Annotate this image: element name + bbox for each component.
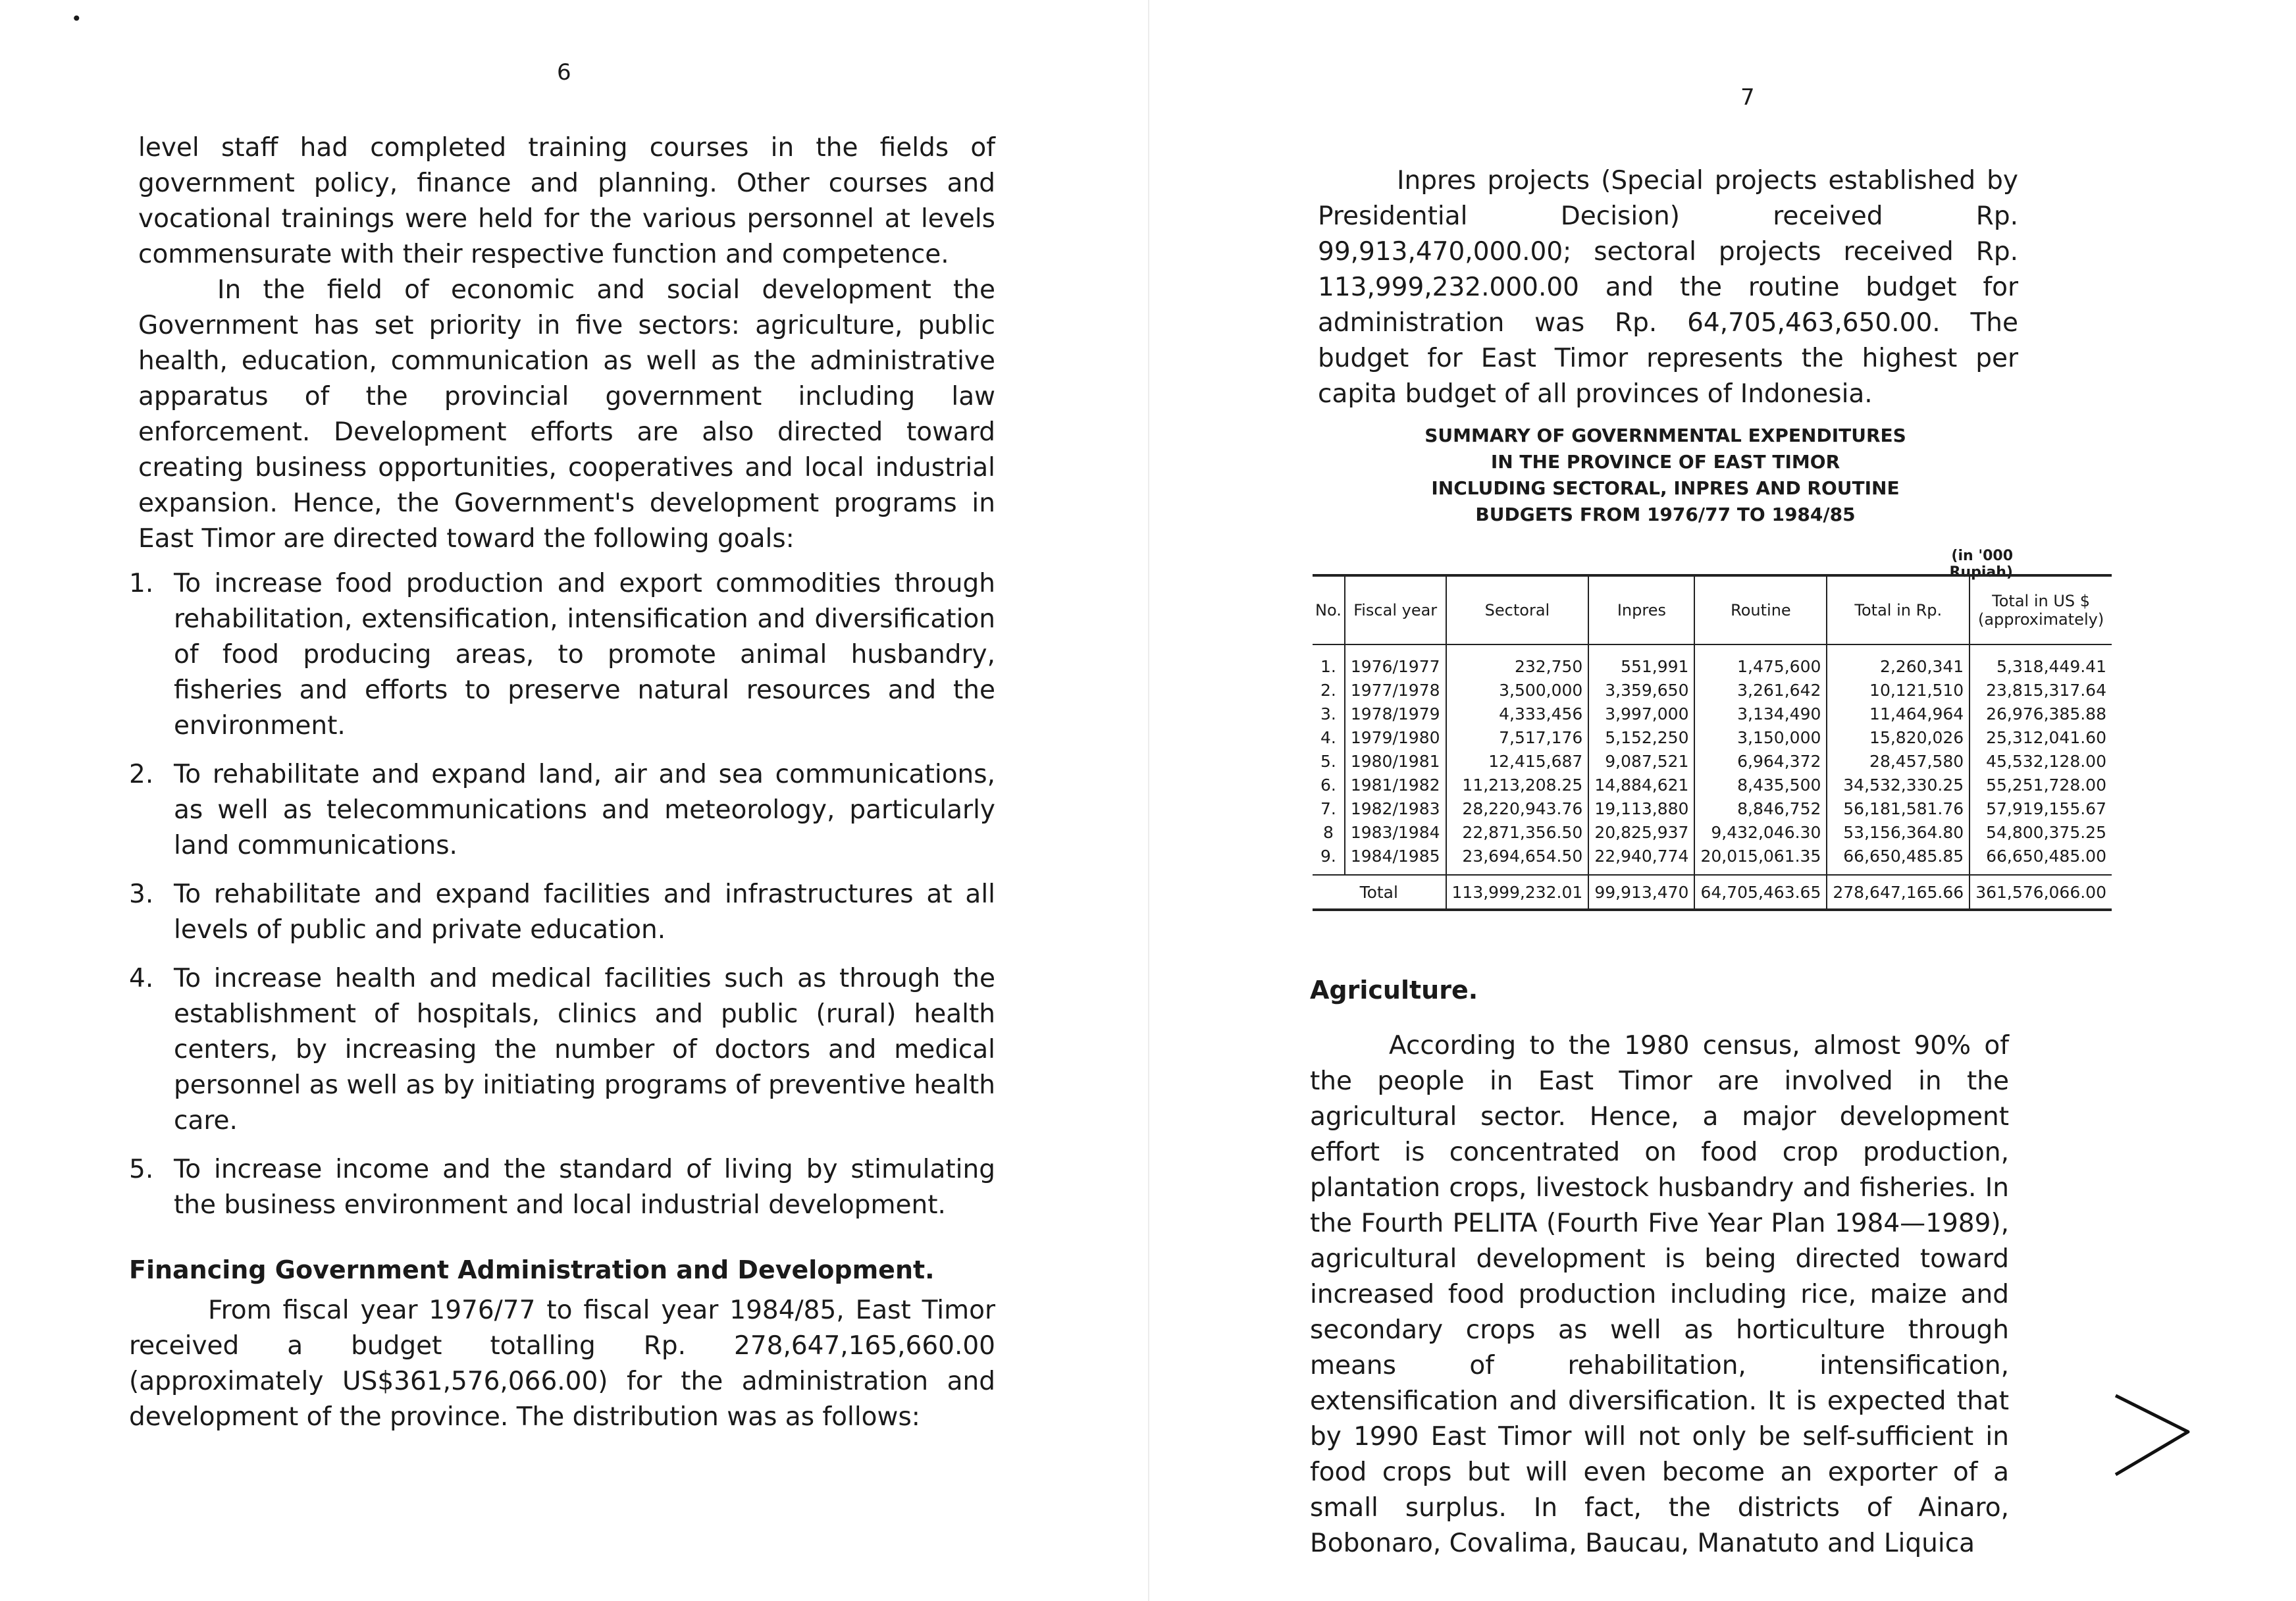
table-title-line: BUDGETS FROM 1976/77 TO 1984/85	[1475, 504, 1856, 525]
goal-item: 4. To increase health and medical facilities such as through the establishment of hospitals, clinics and public (rural) health centers, by increasing the number of doctors and medical personnel as well as by initiating programs of preventive health care.	[129, 964, 995, 1136]
column-header: Routine	[1694, 575, 1827, 644]
total-routine: 64,705,463.65	[1694, 875, 1827, 910]
table-cell: 34,532,330.25	[1827, 773, 1970, 797]
table-title-line: SUMMARY OF GOVERNMENTAL EXPENDITURES	[1424, 425, 1906, 446]
table-row	[1313, 773, 2112, 797]
table-cell: 53,156,364.80	[1827, 820, 1970, 844]
table-cell: 11,213,208.25	[1446, 773, 1589, 797]
table-cell: 54,800,375.25	[1970, 820, 2112, 844]
table-cell: 1983/1984	[1345, 820, 1446, 844]
table-unit-note: (in '000 Rupiah)	[1949, 548, 2013, 581]
table-row	[1313, 749, 2112, 773]
table-cell: 15,820,026	[1827, 725, 1970, 749]
goals-list	[129, 566, 995, 1223]
table-cell: 12,415,687	[1446, 749, 1589, 773]
table-cell: 3.	[1313, 702, 1345, 725]
paragraph-training: level staff had completed training courses in the fields of government policy, finance and planning. Other courses and vocational trainings were held for the various personnel at levels commensurate with their respective function and competence.	[138, 133, 995, 269]
table-cell: 25,312,041.60	[1970, 725, 2112, 749]
table-row	[1313, 820, 2112, 844]
table-total-row	[1313, 875, 2112, 910]
financing-heading: Financing Government Administration and Development.	[129, 1255, 935, 1284]
table-cell: 3,359,650	[1588, 678, 1694, 702]
table-cell: 3,150,000	[1694, 725, 1827, 749]
table-cell: 20,825,937	[1588, 820, 1694, 844]
continue-arrow-stroke	[2116, 1396, 2188, 1475]
table-cell: 9,432,046.30	[1694, 820, 1827, 844]
table-cell: 1,475,600	[1694, 644, 1827, 678]
right-page	[1148, 0, 2296, 1601]
table-cell: 1979/1980	[1345, 725, 1446, 749]
table-row	[1313, 844, 2112, 875]
goal-item: 3. To rehabilitate and expand facilities and infrastructures at all levels of public and private education.	[129, 879, 995, 945]
table-row	[1313, 644, 2112, 678]
table-cell: 20,015,061.35	[1694, 844, 1827, 875]
table-cell: 3,134,490	[1694, 702, 1827, 725]
financing-paragraph: From fiscal year 1976/77 to fiscal year 1984/85, East Timor received a budget totalling Rp. 278,647,165,660.00 (approximately US$361,576,066.00) for the administration and development of the province. The distribution was as follows:	[129, 1296, 995, 1432]
total-inpres: 99,913,470	[1588, 875, 1694, 910]
table-cell: 2.	[1313, 678, 1345, 702]
table-row	[1313, 678, 2112, 702]
table-cell: 23,694,654.50	[1446, 844, 1589, 875]
table-header-row	[1313, 575, 2112, 644]
page-number-right: 7	[1740, 84, 1755, 111]
table-row	[1313, 702, 2112, 725]
goal-item: 5. To increase income and the standard of living by stimulating the business environment and local industrial development.	[129, 1155, 995, 1220]
table-cell: 232,750	[1446, 644, 1589, 678]
table-cell: 1980/1981	[1345, 749, 1446, 773]
table-cell: 1976/1977	[1345, 644, 1446, 678]
table-body	[1313, 644, 2112, 875]
table-cell: 1984/1985	[1345, 844, 1446, 875]
table-cell: 9.	[1313, 844, 1345, 875]
table-cell: 11,464,964	[1827, 702, 1970, 725]
column-header: Total in Rp.	[1827, 575, 1970, 644]
table-cell: 3,500,000	[1446, 678, 1589, 702]
table-cell: 1.	[1313, 644, 1345, 678]
table-cell: 5,318,449.41	[1970, 644, 2112, 678]
table-cell: 66,650,485.85	[1827, 844, 1970, 875]
table-cell: 1981/1982	[1345, 773, 1446, 797]
table-cell: 4,333,456	[1446, 702, 1589, 725]
total-us: 361,576,066.00	[1970, 875, 2112, 910]
table-cell: 28,457,580	[1827, 749, 1970, 773]
continue-arrow-icon	[2109, 1376, 2201, 1481]
goal-item: 1. To increase food production and export commodities through rehabilitation, extensification, intensification and diversification of food producing areas, to promote animal husbandry, fisheries and efforts to preserve natural resources and the environment.	[129, 569, 995, 741]
goal-item: 2. To rehabilitate and expand land, air and sea communications, as well as telecommunications and meteorology, particularly land communications.	[129, 760, 995, 860]
paragraph-development-sectors: In the field of economic and social development the Government has set priority in five sectors: agriculture, public health, education, communication as well as the administrative apparatus of the provincial government including law enforcement. Development efforts are also directed toward creating business opportunities, cooperatives and local industrial expansion. Hence, the Government's development programs in East Timor are directed toward the following goals:	[138, 275, 995, 554]
table-cell: 22,940,774	[1588, 844, 1694, 875]
table-cell: 5.	[1313, 749, 1345, 773]
table-cell: 26,976,385.88	[1970, 702, 2112, 725]
table-cell: 3,261,642	[1694, 678, 1827, 702]
column-header: Fiscal year	[1345, 575, 1446, 644]
table-cell: 1978/1979	[1345, 702, 1446, 725]
table-cell: 5,152,250	[1588, 725, 1694, 749]
table-cell: 19,113,880	[1588, 797, 1694, 820]
table-cell: 8,435,500	[1694, 773, 1827, 797]
table-cell: 28,220,943.76	[1446, 797, 1589, 820]
table-cell: 1977/1978	[1345, 678, 1446, 702]
table-row	[1313, 725, 2112, 749]
column-header: Total in US $ (approximately)	[1970, 575, 2112, 644]
table-cell: 9,087,521	[1588, 749, 1694, 773]
table-cell: 14,884,621	[1588, 773, 1694, 797]
inpres-paragraph-block	[1318, 163, 2018, 412]
table-cell: 1982/1983	[1345, 797, 1446, 820]
table-cell: 55,251,728.00	[1970, 773, 2112, 797]
total-rp: 278,647,165.66	[1827, 875, 1970, 910]
column-header: No.	[1313, 575, 1345, 644]
table-cell: 7.	[1313, 797, 1345, 820]
table-cell: 57,919,155.67	[1970, 797, 2112, 820]
column-header: Inpres	[1588, 575, 1694, 644]
agriculture-block	[1310, 1028, 2009, 1562]
table-cell: 10,121,510	[1827, 678, 1970, 702]
table-cell: 6,964,372	[1694, 749, 1827, 773]
left-page-body	[129, 130, 995, 1435]
table-cell: 45,532,128.00	[1970, 749, 2112, 773]
agriculture-heading: Agriculture.	[1310, 976, 1478, 1005]
table-cell: 2,260,341	[1827, 644, 1970, 678]
scan-mark: •	[71, 8, 82, 30]
table-cell: 66,650,485.00	[1970, 844, 2112, 875]
table-cell: 3,997,000	[1588, 702, 1694, 725]
agriculture-paragraph: According to the 1980 census, almost 90% of the people in East Timor are involved in the agricultural sector. Hence, a major development effort is concentrated on food crop production, plantation crops, livestock husbandry and fisheries. In the Fourth PELITA (Fourth Five Year Plan 1984—1989), agricultural development is being directed toward increased food production including rice, maize and secondary crops as well as horticulture through means of rehabilitation, intensification, extensification and diversification. It is expected that by 1990 East Timor will not only be self-sufficient in food crops but will even become an exporter of a small surplus. In fact, the districts of Ainaro, Bobonaro, Covalima, Baucau, Manatuto and Liquica	[1310, 1031, 2009, 1558]
table-cell: 56,181,581.76	[1827, 797, 1970, 820]
table-cell: 4.	[1313, 725, 1345, 749]
total-sectoral: 113,999,232.01	[1446, 875, 1589, 910]
table-cell: 23,815,317.64	[1970, 678, 2112, 702]
table-title	[1318, 423, 2013, 528]
table-cell: 7,517,176	[1446, 725, 1589, 749]
table-cell: 6.	[1313, 773, 1345, 797]
table-cell: 551,991	[1588, 644, 1694, 678]
column-header: Sectoral	[1446, 575, 1589, 644]
table-title-line: INCLUDING SECTORAL, INPRES AND ROUTINE	[1431, 477, 1900, 499]
table-title-line: IN THE PROVINCE OF EAST TIMOR	[1490, 451, 1840, 473]
total-label: Total	[1313, 875, 1446, 910]
table-cell: 8,846,752	[1694, 797, 1827, 820]
table-cell: 22,871,356.50	[1446, 820, 1589, 844]
expenditure-table	[1313, 574, 2112, 911]
inpres-paragraph: Inpres projects (Special projects established by Presidential Decision) received Rp. 99,913,470,000.00; sectoral projects received Rp. 113,999,232.000.00 and the routine budget for administration was Rp. 64,705,463,650.00. The budget for East Timor represents the highest per capita budget of all provinces of Indonesia.	[1318, 166, 2018, 409]
table-row	[1313, 797, 2112, 820]
page-number-left: 6	[557, 59, 571, 86]
table-cell: 8	[1313, 820, 1345, 844]
